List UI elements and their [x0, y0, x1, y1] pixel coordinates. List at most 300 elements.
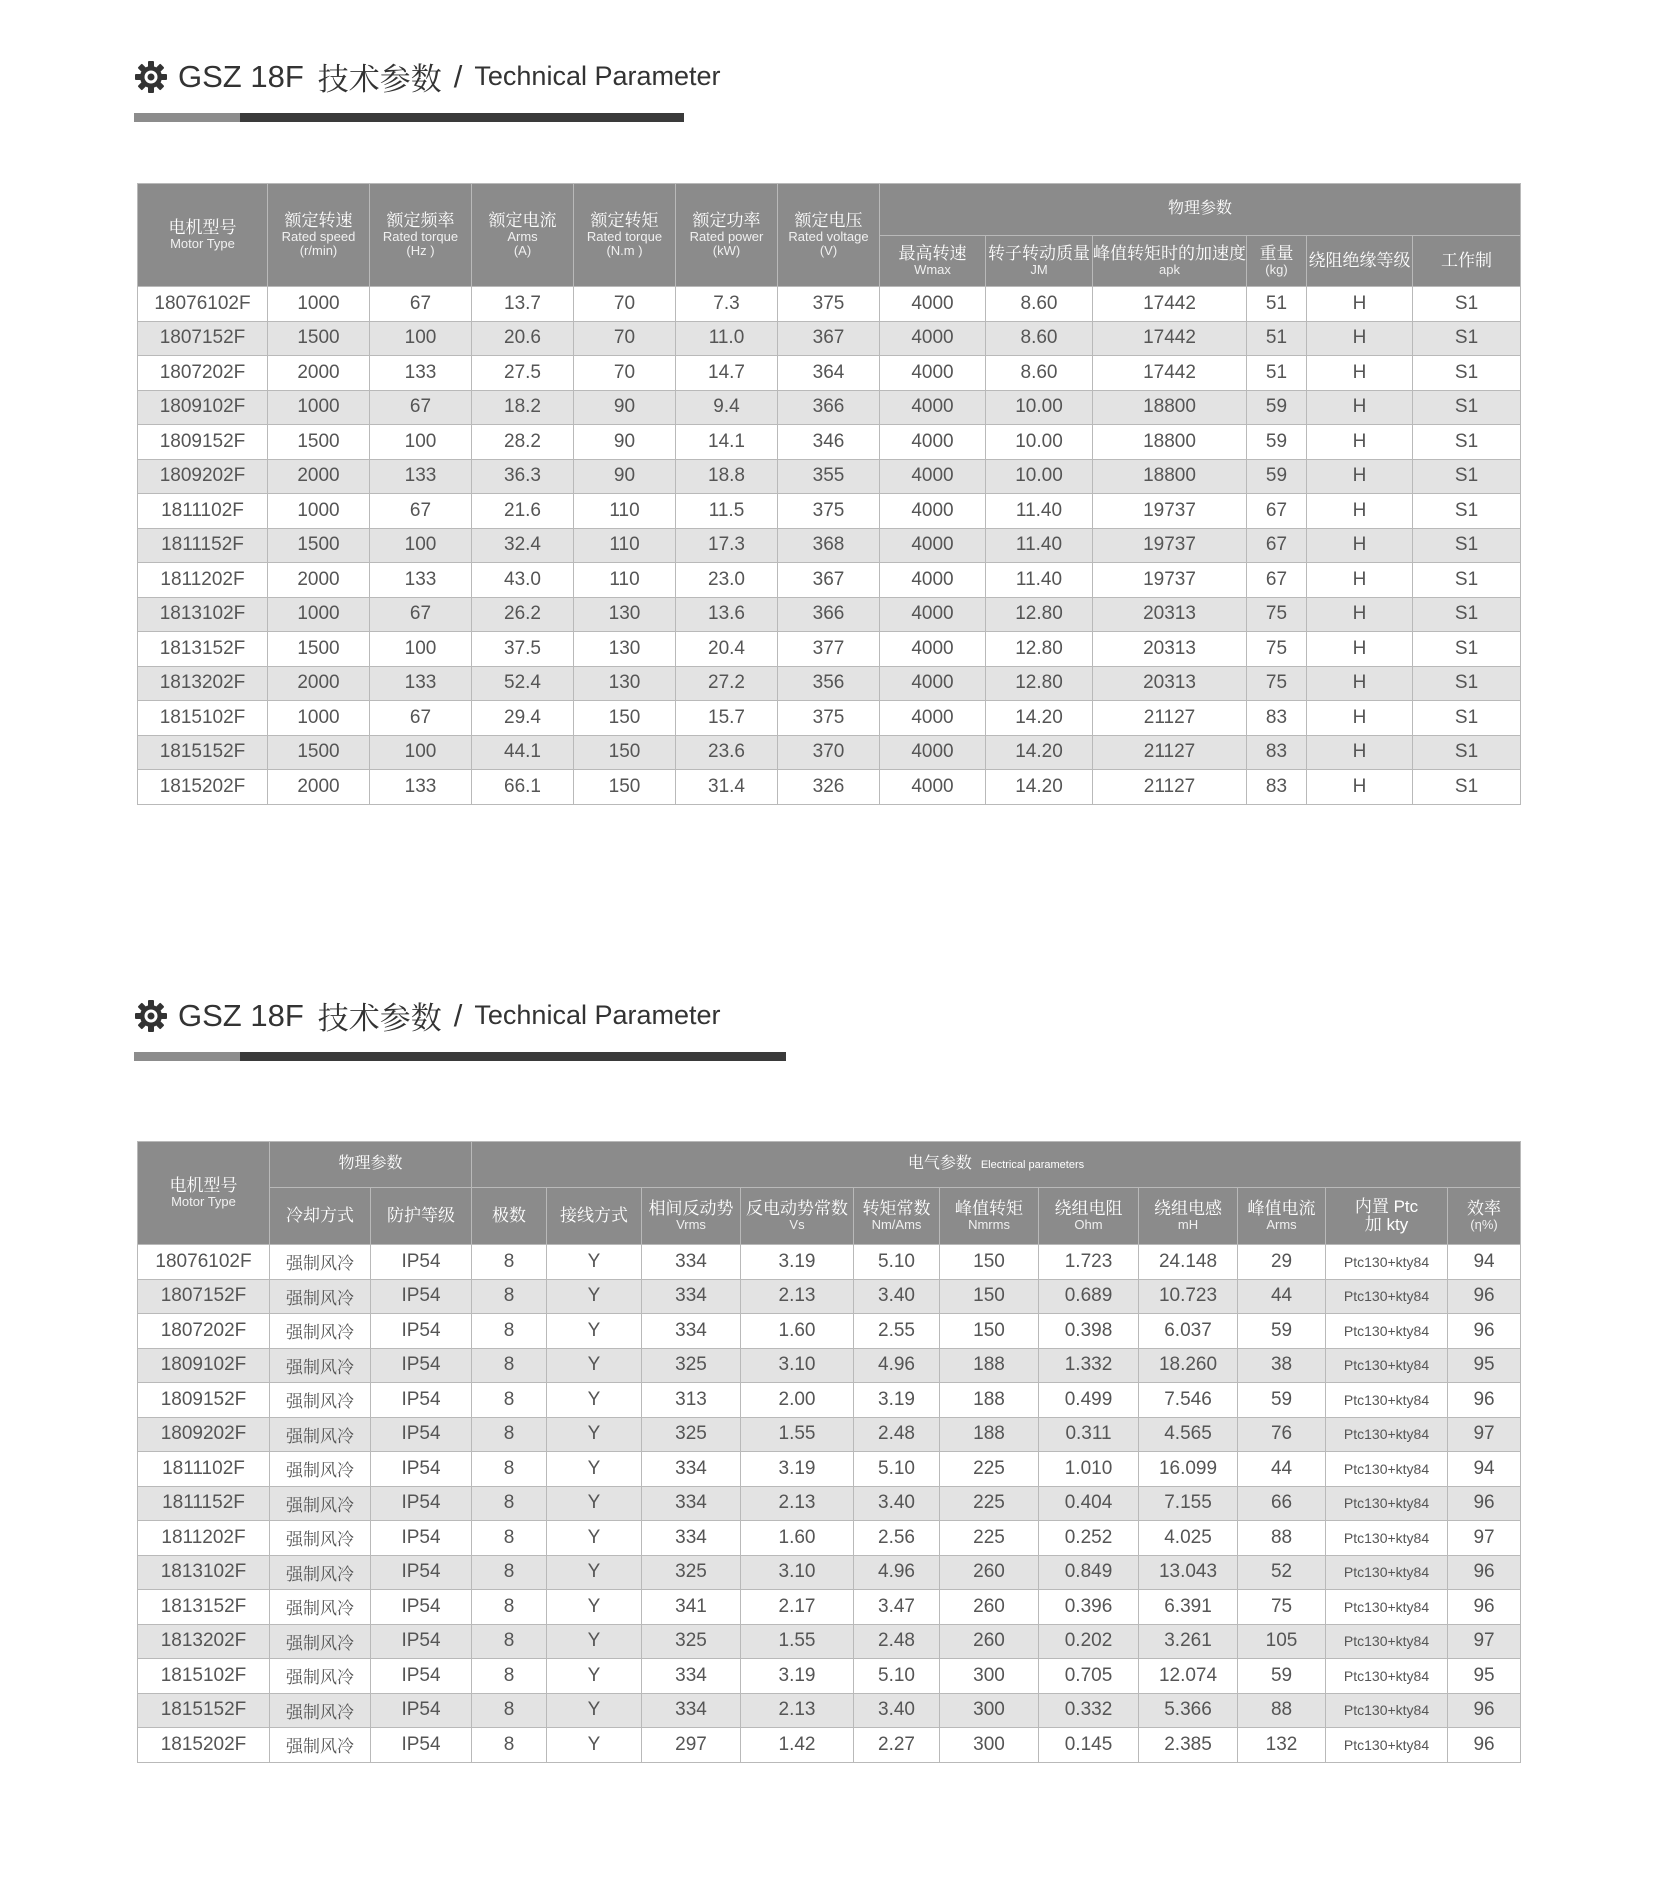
table-cell: 3.40	[854, 1279, 940, 1314]
table-cell: IP54	[371, 1555, 472, 1590]
table-cell: 1815102F	[138, 701, 268, 736]
table-row	[138, 390, 1521, 425]
table-cell: 355	[778, 459, 880, 494]
table-body	[138, 1245, 1521, 1763]
table-cell: 325	[642, 1417, 741, 1452]
table-cell: 325	[642, 1624, 741, 1659]
table-cell: 375	[778, 701, 880, 736]
table-cell: S1	[1413, 666, 1521, 701]
sub-header: 绕组电阻 Ohm	[1039, 1188, 1139, 1245]
table-cell: Ptc130+kty84	[1326, 1383, 1448, 1418]
table-cell: H	[1307, 735, 1413, 770]
table-row	[138, 1383, 1521, 1418]
table-cell: 18.260	[1139, 1348, 1238, 1383]
table-cell: 4000	[880, 563, 986, 598]
table-cell: 67	[1247, 563, 1307, 598]
table-cell: 1.332	[1039, 1348, 1139, 1383]
table-cell: 130	[574, 632, 676, 667]
table-cell: 83	[1247, 770, 1307, 805]
table-cell: 375	[778, 494, 880, 529]
table-cell: 强制风冷	[270, 1245, 371, 1280]
table-cell: 1500	[268, 528, 370, 563]
table-cell: 368	[778, 528, 880, 563]
table-cell: 强制风冷	[270, 1693, 371, 1728]
table-cell: 2000	[268, 770, 370, 805]
table-cell: 21127	[1093, 770, 1247, 805]
sub-header: 峰值电流 Arms	[1238, 1188, 1326, 1245]
table-cell: 1809102F	[138, 390, 268, 425]
table-row	[138, 1417, 1521, 1452]
table-cell: 13.6	[676, 597, 778, 632]
table-cell: 97	[1448, 1417, 1521, 1452]
table-cell: 强制风冷	[270, 1383, 371, 1418]
table-cell: 2.48	[854, 1417, 940, 1452]
table-cell: IP54	[371, 1417, 472, 1452]
model-name: GSZ 18F	[178, 58, 304, 94]
table-cell: H	[1307, 528, 1413, 563]
table-cell: 18.8	[676, 459, 778, 494]
table-cell: 18800	[1093, 390, 1247, 425]
table-cell: 70	[574, 287, 676, 322]
table-cell: 44	[1238, 1452, 1326, 1487]
table-cell: 13.043	[1139, 1555, 1238, 1590]
table-cell: 强制风冷	[270, 1521, 371, 1556]
col-header: 额定频率 Rated torque (Hz )	[370, 184, 472, 287]
table-cell: Ptc130+kty84	[1326, 1348, 1448, 1383]
table-cell: Y	[547, 1659, 642, 1694]
sub-header: 防护等级	[371, 1188, 472, 1245]
table-cell: Ptc130+kty84	[1326, 1314, 1448, 1349]
table-cell: 12.80	[986, 666, 1093, 701]
table-cell: 3.261	[1139, 1624, 1238, 1659]
table-cell: 325	[642, 1555, 741, 1590]
table-cell: 334	[642, 1245, 741, 1280]
table-cell: 90	[574, 425, 676, 460]
title-cn: 技术参数	[317, 1001, 442, 1036]
title-cn: 技术参数	[317, 62, 442, 97]
table-cell: 3.10	[741, 1348, 854, 1383]
heading-underline	[134, 113, 684, 122]
table-cell: 110	[574, 563, 676, 598]
table-cell: 225	[940, 1452, 1039, 1487]
table-cell: 96	[1448, 1590, 1521, 1625]
table-cell: 1809102F	[138, 1348, 270, 1383]
table-cell: 0.311	[1039, 1417, 1139, 1452]
table-cell: 20313	[1093, 666, 1247, 701]
table-cell: 1500	[268, 632, 370, 667]
sub-header: 效率 (η%)	[1448, 1188, 1521, 1245]
gear-icon	[134, 999, 168, 1033]
sub-header: 峰值转矩 Nmrms	[940, 1188, 1039, 1245]
table-cell: Y	[547, 1279, 642, 1314]
table-cell: 367	[778, 321, 880, 356]
table-cell: IP54	[371, 1521, 472, 1556]
table-cell: 2000	[268, 356, 370, 391]
heading-underline	[134, 1052, 786, 1061]
table-cell: 1811102F	[138, 494, 268, 529]
table-cell: 300	[940, 1659, 1039, 1694]
table-cell: Ptc130+kty84	[1326, 1693, 1448, 1728]
table-cell: Ptc130+kty84	[1326, 1279, 1448, 1314]
table-cell: 4000	[880, 287, 986, 322]
table-cell: Ptc130+kty84	[1326, 1728, 1448, 1763]
table-cell: Ptc130+kty84	[1326, 1624, 1448, 1659]
table-cell: 8	[472, 1452, 547, 1487]
table-cell: 88	[1238, 1693, 1326, 1728]
table-cell: 4000	[880, 321, 986, 356]
table-cell: 51	[1247, 356, 1307, 391]
table-cell: 334	[642, 1486, 741, 1521]
table-cell: 90	[574, 390, 676, 425]
table-cell: 11.40	[986, 528, 1093, 563]
table-cell: S1	[1413, 770, 1521, 805]
table-row	[138, 1693, 1521, 1728]
col-header: 额定电压 Rated voltage (V)	[778, 184, 880, 287]
table-cell: 51	[1247, 321, 1307, 356]
table-cell: 150	[940, 1279, 1039, 1314]
table-cell: 5.10	[854, 1452, 940, 1487]
table-cell: 133	[370, 563, 472, 598]
table-cell: S1	[1413, 563, 1521, 598]
table-cell: 11.0	[676, 321, 778, 356]
table-cell: 1809152F	[138, 425, 268, 460]
table-cell: 23.6	[676, 735, 778, 770]
title-separator: /	[453, 997, 463, 1033]
table-cell: 18076102F	[138, 1245, 270, 1280]
sub-header: 绕组电感 mH	[1139, 1188, 1238, 1245]
table-cell: 1811202F	[138, 1521, 270, 1556]
table-cell: 19737	[1093, 528, 1247, 563]
table-cell: Ptc130+kty84	[1326, 1555, 1448, 1590]
table-cell: 2.13	[741, 1693, 854, 1728]
table-row	[138, 701, 1521, 736]
table-cell: 3.40	[854, 1486, 940, 1521]
table-cell: 16.099	[1139, 1452, 1238, 1487]
table-cell: 94	[1448, 1452, 1521, 1487]
table-row	[138, 597, 1521, 632]
table-cell: 14.20	[986, 770, 1093, 805]
gear-icon	[134, 60, 168, 94]
table-cell: H	[1307, 770, 1413, 805]
table-cell: 强制风冷	[270, 1555, 371, 1590]
table-cell: 4000	[880, 390, 986, 425]
table-cell: 8	[472, 1383, 547, 1418]
table-cell: 334	[642, 1693, 741, 1728]
table-cell: 1813202F	[138, 1624, 270, 1659]
table-cell: 364	[778, 356, 880, 391]
table-cell: 133	[370, 356, 472, 391]
table-cell: 强制风冷	[270, 1314, 371, 1349]
table-cell: 5.366	[1139, 1693, 1238, 1728]
table-cell: H	[1307, 287, 1413, 322]
table-cell: 1807202F	[138, 1314, 270, 1349]
table-cell: 4.96	[854, 1555, 940, 1590]
table-cell: 59	[1238, 1383, 1326, 1418]
table-cell: Y	[547, 1590, 642, 1625]
table-cell: 5.10	[854, 1245, 940, 1280]
table-cell: 37.5	[472, 632, 574, 667]
table-row	[138, 356, 1521, 391]
table-cell: 1811202F	[138, 563, 268, 598]
table-cell: 334	[642, 1314, 741, 1349]
table-cell: IP54	[371, 1728, 472, 1763]
col-header: 额定转速 Rated speed (r/min)	[268, 184, 370, 287]
table-cell: 76	[1238, 1417, 1326, 1452]
table-cell: 75	[1247, 632, 1307, 667]
table-cell: 10.723	[1139, 1279, 1238, 1314]
table-cell: Ptc130+kty84	[1326, 1452, 1448, 1487]
table-row	[138, 287, 1521, 322]
table-cell: 1000	[268, 287, 370, 322]
sub-header: 绕阻绝缘等级	[1307, 236, 1413, 287]
table-cell: 0.705	[1039, 1659, 1139, 1694]
table-cell: 1815152F	[138, 735, 268, 770]
table-cell: IP54	[371, 1452, 472, 1487]
table-cell: H	[1307, 425, 1413, 460]
table-row	[138, 666, 1521, 701]
table-cell: H	[1307, 459, 1413, 494]
table-cell: Y	[547, 1521, 642, 1556]
table-cell: 260	[940, 1555, 1039, 1590]
table-cell: 59	[1247, 425, 1307, 460]
table-cell: 59	[1247, 459, 1307, 494]
table-cell: 100	[370, 425, 472, 460]
table-cell: 83	[1247, 701, 1307, 736]
table-cell: 1000	[268, 494, 370, 529]
table-cell: 67	[370, 597, 472, 632]
table-cell: Ptc130+kty84	[1326, 1245, 1448, 1280]
sub-header: 重量 (kg)	[1247, 236, 1307, 287]
table-cell: 14.1	[676, 425, 778, 460]
table-cell: 90	[574, 459, 676, 494]
sub-header: 转子转动质量 JM	[986, 236, 1093, 287]
table-cell: 1809152F	[138, 1383, 270, 1418]
table-cell: 133	[370, 770, 472, 805]
table-cell: 225	[940, 1486, 1039, 1521]
table-row	[138, 1279, 1521, 1314]
table-row	[138, 321, 1521, 356]
table-cell: 27.5	[472, 356, 574, 391]
table-cell: 17.3	[676, 528, 778, 563]
table-cell: 32.4	[472, 528, 574, 563]
table-cell: 100	[370, 735, 472, 770]
table-cell: 97	[1448, 1624, 1521, 1659]
table-cell: 强制风冷	[270, 1728, 371, 1763]
table-cell: Y	[547, 1245, 642, 1280]
table-cell: 297	[642, 1728, 741, 1763]
table-cell: 67	[370, 287, 472, 322]
table-cell: 4000	[880, 701, 986, 736]
table-cell: 10.00	[986, 390, 1093, 425]
table-cell: 7.155	[1139, 1486, 1238, 1521]
table-cell: 20313	[1093, 597, 1247, 632]
table-cell: 6.037	[1139, 1314, 1238, 1349]
table-cell: 2.56	[854, 1521, 940, 1556]
table-cell: 19737	[1093, 563, 1247, 598]
table-cell: 1.55	[741, 1624, 854, 1659]
table-cell: S1	[1413, 287, 1521, 322]
table-cell: 2000	[268, 563, 370, 598]
table-cell: 1815202F	[138, 1728, 270, 1763]
col-header: 电机型号 Motor Type	[138, 1142, 270, 1245]
table-cell: 4.96	[854, 1348, 940, 1383]
table-cell: 75	[1247, 666, 1307, 701]
table-cell: 375	[778, 287, 880, 322]
table-cell: 52.4	[472, 666, 574, 701]
table-cell: 130	[574, 666, 676, 701]
sub-header: 内置 Ptc 加 kty	[1326, 1188, 1448, 1245]
table-cell: 1813102F	[138, 1555, 270, 1590]
table-cell: Y	[547, 1417, 642, 1452]
table-cell: 4000	[880, 597, 986, 632]
table-cell: 28.2	[472, 425, 574, 460]
table-cell: 88	[1238, 1521, 1326, 1556]
table-cell: 1815202F	[138, 770, 268, 805]
table-cell: 66.1	[472, 770, 574, 805]
table-cell: IP54	[371, 1659, 472, 1694]
group-header-physical: 物理参数	[880, 184, 1521, 236]
table-cell: 95	[1448, 1348, 1521, 1383]
table-cell: 0.396	[1039, 1590, 1139, 1625]
table-cell: 26.2	[472, 597, 574, 632]
table-cell: 强制风冷	[270, 1417, 371, 1452]
section1-heading	[134, 54, 721, 122]
sub-header: 工作制	[1413, 236, 1521, 287]
sub-header: 反电动势常数 Vs	[741, 1188, 854, 1245]
table-cell: 326	[778, 770, 880, 805]
table-cell: 18.2	[472, 390, 574, 425]
table-cell: Y	[547, 1693, 642, 1728]
table-cell: 51	[1247, 287, 1307, 322]
table-cell: 27.2	[676, 666, 778, 701]
table-cell: 94	[1448, 1245, 1521, 1280]
table-cell: 17442	[1093, 321, 1247, 356]
table-cell: 334	[642, 1659, 741, 1694]
table-cell: 8.60	[986, 321, 1093, 356]
table-cell: 11.40	[986, 494, 1093, 529]
table-cell: 强制风冷	[270, 1486, 371, 1521]
table-cell: 1813152F	[138, 1590, 270, 1625]
table-cell: Y	[547, 1314, 642, 1349]
table-cell: 20.6	[472, 321, 574, 356]
table-row	[138, 1728, 1521, 1763]
table-cell: 强制风冷	[270, 1279, 371, 1314]
table-cell: 强制风冷	[270, 1624, 371, 1659]
table-cell: 8.60	[986, 356, 1093, 391]
table-cell: H	[1307, 356, 1413, 391]
table-cell: 20.4	[676, 632, 778, 667]
table-cell: 12.074	[1139, 1659, 1238, 1694]
table-row	[138, 1314, 1521, 1349]
table-cell: 4000	[880, 632, 986, 667]
table-cell: 10.00	[986, 425, 1093, 460]
table-cell: 96	[1448, 1728, 1521, 1763]
table-cell: 96	[1448, 1555, 1521, 1590]
table-cell: 8	[472, 1693, 547, 1728]
table-cell: 4000	[880, 459, 986, 494]
table-cell: S1	[1413, 528, 1521, 563]
table-row	[138, 1659, 1521, 1694]
table-cell: 0.252	[1039, 1521, 1139, 1556]
table-cell: 325	[642, 1348, 741, 1383]
table-cell: 3.19	[741, 1452, 854, 1487]
model-name: GSZ 18F	[178, 997, 304, 1033]
table-cell: Ptc130+kty84	[1326, 1659, 1448, 1694]
table-cell: 2000	[268, 666, 370, 701]
table-cell: 0.499	[1039, 1383, 1139, 1418]
table-cell: 133	[370, 666, 472, 701]
table-cell: 5.10	[854, 1659, 940, 1694]
table-cell: 100	[370, 528, 472, 563]
table-cell: 4000	[880, 425, 986, 460]
table-cell: 67	[370, 701, 472, 736]
table-cell: 67	[1247, 494, 1307, 529]
table-cell: 强制风冷	[270, 1452, 371, 1487]
table-cell: IP54	[371, 1245, 472, 1280]
table-cell: H	[1307, 494, 1413, 529]
table-cell: 1815102F	[138, 1659, 270, 1694]
table-cell: 188	[940, 1383, 1039, 1418]
table-cell: 260	[940, 1624, 1039, 1659]
table-cell: IP54	[371, 1486, 472, 1521]
table-cell: 18076102F	[138, 287, 268, 322]
table-cell: 300	[940, 1728, 1039, 1763]
table-cell: Y	[547, 1348, 642, 1383]
table-cell: 1.55	[741, 1417, 854, 1452]
table-cell: 75	[1247, 597, 1307, 632]
table-cell: 4000	[880, 770, 986, 805]
table-cell: 150	[574, 701, 676, 736]
table-cell: 1500	[268, 321, 370, 356]
table-cell: Y	[547, 1555, 642, 1590]
group-header-physical: 物理参数	[270, 1142, 472, 1188]
table-cell: 12.80	[986, 632, 1093, 667]
table-cell: S1	[1413, 459, 1521, 494]
table-cell: 110	[574, 528, 676, 563]
table-cell: 96	[1448, 1314, 1521, 1349]
sub-header: 峰值转矩时的加速度 apk	[1093, 236, 1247, 287]
table-cell: 1811152F	[138, 528, 268, 563]
table-cell: 15.7	[676, 701, 778, 736]
table-cell: 4000	[880, 494, 986, 529]
table-cell: 44	[1238, 1279, 1326, 1314]
table-row	[138, 770, 1521, 805]
table-cell: 150	[940, 1314, 1039, 1349]
table-row	[138, 1452, 1521, 1487]
table-cell: 2.17	[741, 1590, 854, 1625]
table-cell: 1500	[268, 735, 370, 770]
table-cell: 3.19	[741, 1245, 854, 1280]
table-cell: 188	[940, 1348, 1039, 1383]
table-cell: 6.391	[1139, 1590, 1238, 1625]
table-cell: IP54	[371, 1314, 472, 1349]
table-cell: Y	[547, 1383, 642, 1418]
table-cell: 1000	[268, 701, 370, 736]
table-cell: 7.3	[676, 287, 778, 322]
table-cell: 2.13	[741, 1486, 854, 1521]
table-cell: 0.332	[1039, 1693, 1139, 1728]
table-cell: 4000	[880, 356, 986, 391]
table-cell: 7.546	[1139, 1383, 1238, 1418]
table-row	[138, 425, 1521, 460]
table-cell: H	[1307, 563, 1413, 598]
table-cell: 95	[1448, 1659, 1521, 1694]
table-cell: 4.025	[1139, 1521, 1238, 1556]
col-header: 额定功率 Rated power (kW)	[676, 184, 778, 287]
table-cell: 8	[472, 1486, 547, 1521]
table-cell: 334	[642, 1279, 741, 1314]
table-cell: 1.60	[741, 1521, 854, 1556]
